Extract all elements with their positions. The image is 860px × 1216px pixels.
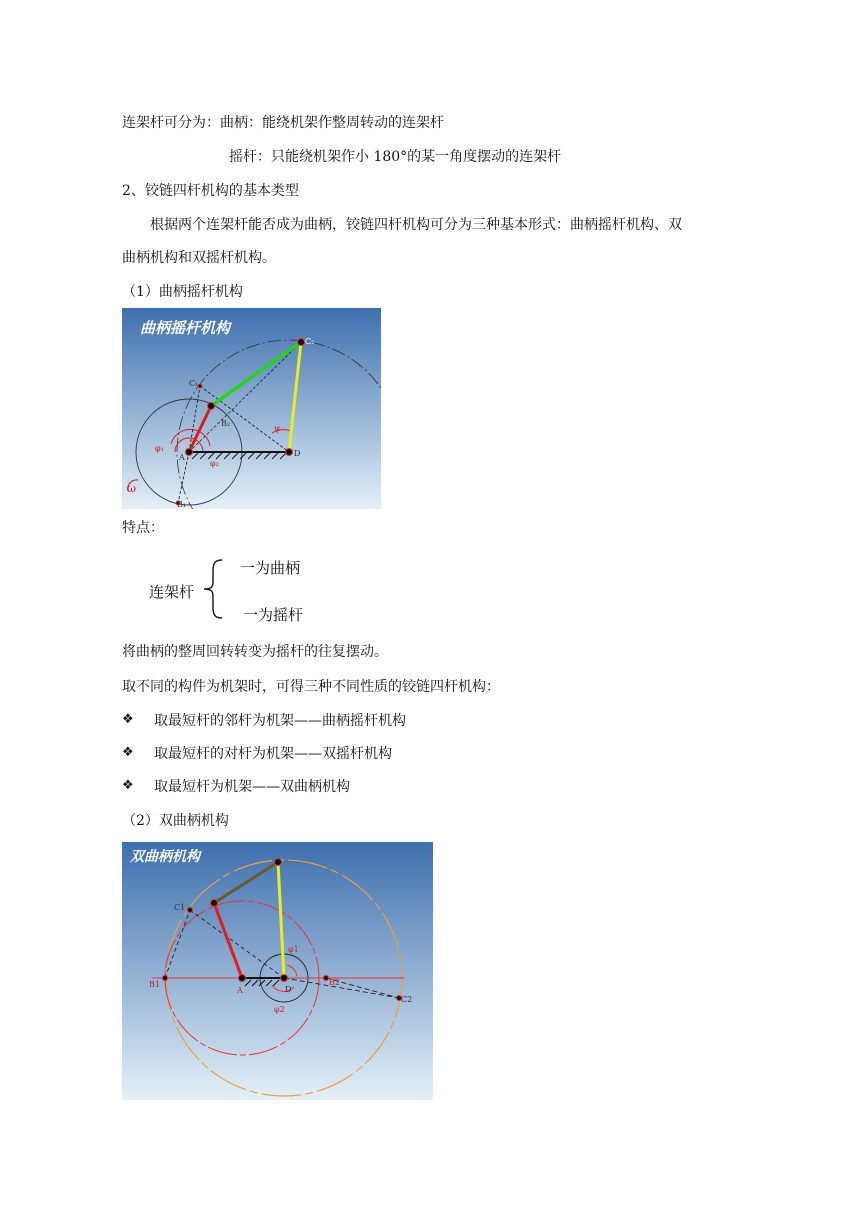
joint-c1	[198, 384, 202, 388]
left-brace-icon	[198, 558, 226, 620]
joint-d	[281, 975, 288, 982]
label-a: A	[179, 453, 185, 462]
joint-b2	[324, 976, 329, 981]
label-phi1: φ₁	[155, 444, 164, 453]
label-c1: C₁	[189, 379, 199, 388]
joint-c	[275, 859, 282, 866]
bullet-symbol: ❖	[122, 712, 134, 727]
label-c1: C1	[174, 903, 186, 912]
label-psi: ψ	[274, 424, 281, 433]
label-phi1: φ1	[288, 945, 299, 954]
paragraph-intro-line2: 曲柄机构和双摇杆机构。	[122, 250, 276, 266]
label-phi2: φ2	[274, 1005, 285, 1014]
joint-d	[286, 449, 293, 456]
paragraph-rocker-definition: 摇杆：只能绕机架作小 180°的某一角度摆动的连架杆	[229, 149, 562, 165]
label-d: D	[294, 449, 301, 458]
bullet-item: 取最短杆的邻杆为机架——曲柄摇杆机构	[154, 713, 406, 729]
double-crank-diagram	[122, 842, 433, 1100]
figure-crank-rocker	[122, 308, 381, 509]
figure-title: 曲柄摇杆机构	[140, 319, 231, 337]
brace-left-label: 连架杆	[149, 583, 195, 601]
joint-c	[298, 339, 305, 346]
subheading-double-crank: （2）双曲柄机构	[122, 813, 229, 829]
paragraph-intro-line1: 根据两个连架杆能否成为曲柄，铰链四杆机构可分为三种基本形式：曲柄摇杆机构、双	[150, 217, 682, 233]
paragraph-classification: 连架杆可分为：曲柄：能绕机架作整周转动的连架杆	[122, 115, 444, 131]
bullet-symbol: ❖	[122, 778, 134, 793]
label-phi2: φ₂	[210, 459, 219, 468]
joint-c1	[188, 908, 193, 913]
label-b2: B2	[329, 978, 340, 987]
brace-bottom-label: 一为摇杆	[243, 606, 304, 624]
bullet-symbol: ❖	[122, 745, 134, 760]
label-b1: B₁	[177, 500, 187, 509]
joint-b	[208, 403, 215, 410]
label-d: D	[285, 985, 292, 994]
joint-a	[186, 449, 193, 456]
figure-title: 双曲柄机构	[130, 849, 200, 865]
section-heading-basic-types: 2、铰链四杆机构的基本类型	[122, 183, 299, 199]
label-b2: B₂	[221, 419, 231, 428]
paragraph-conversion: 将曲柄的整周回转转变为摇杆的往复摆动。	[122, 644, 388, 660]
label-a: A	[237, 986, 243, 995]
joint-a	[239, 975, 246, 982]
features-label: 特点：	[122, 520, 164, 536]
label-b1: B1	[149, 980, 160, 989]
label-c2: C₂	[305, 337, 315, 346]
joint-b1	[163, 976, 168, 981]
bullet-item: 取最短杆为机架——双曲柄机构	[154, 779, 350, 795]
omega-label: ω	[127, 482, 136, 495]
label-c2: C2	[401, 995, 413, 1004]
joint-b	[211, 900, 218, 907]
brace-top-label: 一为曲柄	[240, 559, 301, 577]
crank-rocker-diagram	[122, 308, 381, 509]
figure-double-crank	[122, 842, 433, 1100]
subheading-crank-rocker: （1）曲柄摇杆机构	[122, 284, 243, 300]
bullet-item: 取最短杆的对杆为机架——双摇杆机构	[154, 746, 392, 762]
paragraph-inversion: 取不同的构件为机架时，可得三种不同性质的铰链四杆机构：	[122, 679, 500, 695]
